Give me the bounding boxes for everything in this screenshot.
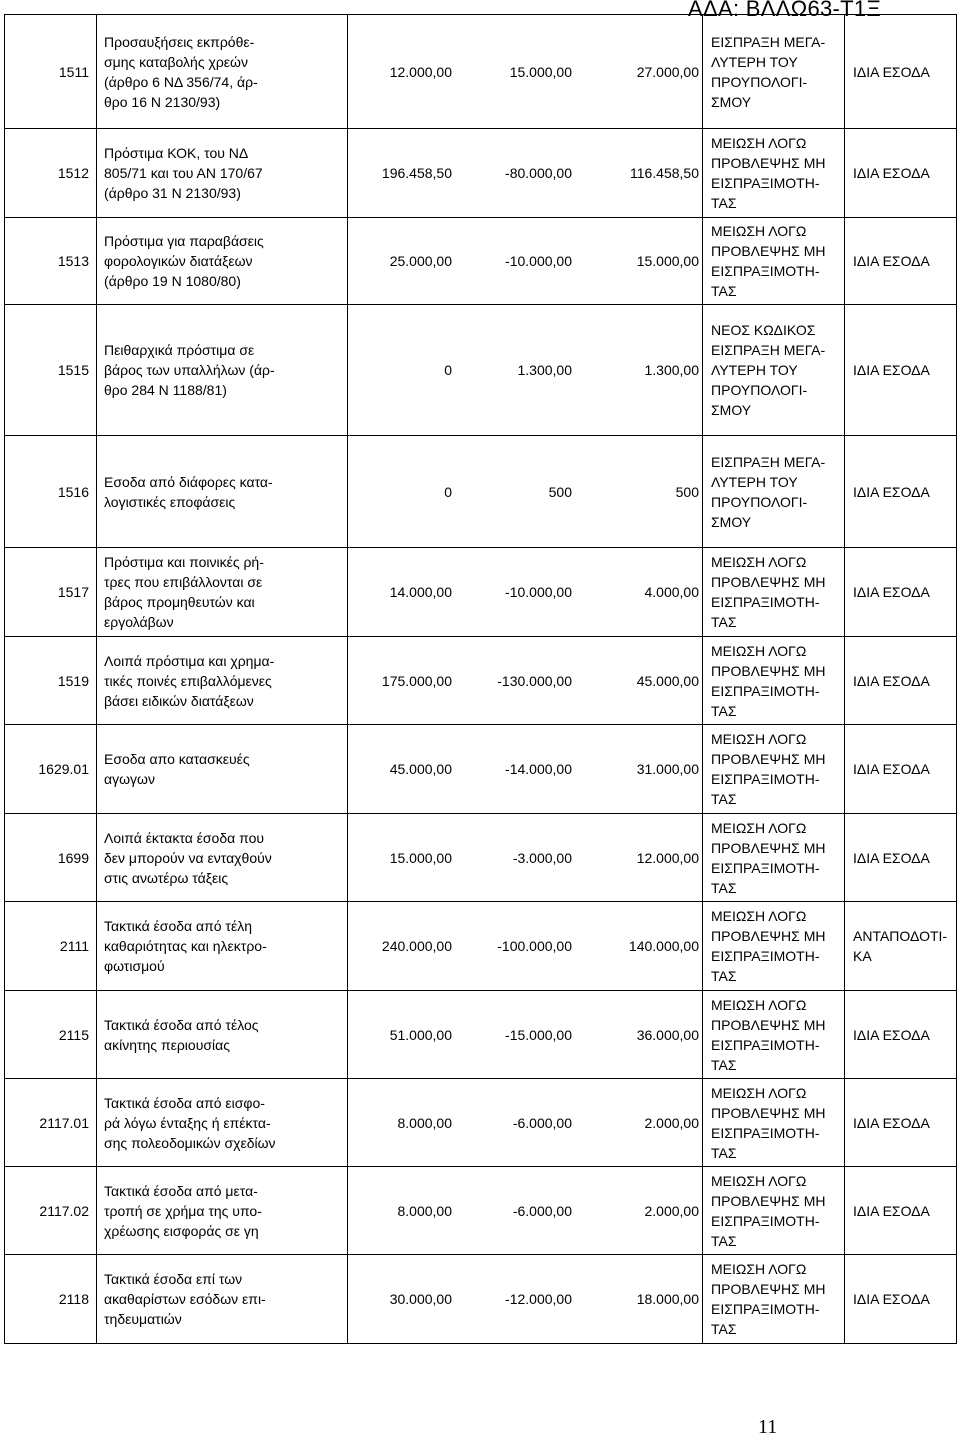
change-amount: -130.000,00: [497, 672, 572, 689]
table-row: [5, 436, 957, 548]
code-cell: 1511: [5, 15, 97, 129]
amounts-group: [348, 582, 702, 602]
amounts-group: [348, 1025, 702, 1045]
initial-amount: 51.000,00: [389, 1026, 452, 1043]
code-cell: 2118: [5, 1255, 97, 1344]
category-cell: ΙΔΙΑ ΕΣΟΔΑ: [845, 15, 957, 129]
amounts-group: [348, 848, 702, 868]
reason-cell: ΜΕΙΩΣΗ ΛΟΓΩ ΠΡΟΒΛΕΨΗΣ ΜΗ ΕΙΣΠΡΑΞΙΜΟΤΗ- ΤΑΣ: [703, 814, 845, 902]
table-row: [5, 15, 957, 129]
initial-amount: 240.000,00: [381, 938, 452, 954]
amounts-group: [348, 163, 702, 183]
amounts-cell: [348, 725, 703, 814]
change-amount: 1.300,00: [517, 362, 572, 378]
initial-amount: 30.000,00: [389, 1291, 452, 1307]
description-cell: Λοιπά έκτακτα έσοδα που δεν μπορούν να ενταχθούν στις ανωτέρω τάξεις: [97, 814, 348, 902]
reason-cell: ΝΕΟΣ ΚΩΔΙΚΟΣ ΕΙΣΠΡΑΞΗ ΜΕΓΑ- ΛΥΤΕΡΗ ΤΟΥ ΠΡΟΥΠΟΛΟΓΙ- ΣΜΟΥ: [703, 305, 845, 436]
reason-cell: ΜΕΙΩΣΗ ΛΟΓΩ ΠΡΟΒΛΕΨΗΣ ΜΗ ΕΙΣΠΡΑΞΙΜΟΤΗ- ΤΑΣ: [703, 129, 845, 218]
change-amount: -3.000,00: [512, 849, 572, 866]
category-cell: ΑΝΤΑΠΟΔΟΤΙ- ΚΑ: [845, 902, 957, 991]
category-cell: ΙΔΙΑ ΕΣΟΔΑ: [845, 725, 957, 814]
final-amount: 1.300,00: [644, 362, 699, 378]
reason-cell: ΜΕΙΩΣΗ ΛΟΓΩ ΠΡΟΒΛΕΨΗΣ ΜΗ ΕΙΣΠΡΑΞΙΜΟΤΗ- ΤΑΣ: [703, 1079, 845, 1167]
initial-amount: 0: [444, 483, 452, 500]
change-amount: -12.000,00: [505, 1291, 572, 1307]
table-row: [5, 305, 957, 436]
amounts-group: [348, 1201, 702, 1221]
initial-amount: 14.000,00: [389, 584, 452, 600]
code-cell: 2117.01: [5, 1079, 97, 1167]
description-cell: Τακτικά έσοδα από εισφο- ρά λόγω ένταξης ή επέκτα- σης πολεοδομικών σχεδίων: [97, 1079, 348, 1167]
code-cell: 2115: [5, 991, 97, 1079]
initial-amount: 12.000,00: [389, 63, 452, 80]
amounts-cell: [348, 991, 703, 1079]
category-cell: ΙΔΙΑ ΕΣΟΔΑ: [845, 637, 957, 725]
amounts-cell: [348, 1079, 703, 1167]
table-row: [5, 548, 957, 637]
amounts-group: [348, 671, 702, 691]
final-amount: 2.000,00: [644, 1202, 699, 1219]
change-amount: 15.000,00: [509, 63, 572, 80]
code-cell: 2117.02: [5, 1167, 97, 1255]
amounts-cell: [348, 305, 703, 436]
reason-cell: ΜΕΙΩΣΗ ΛΟΓΩ ΠΡΟΒΛΕΨΗΣ ΜΗ ΕΙΣΠΡΑΞΙΜΟΤΗ- ΤΑΣ: [703, 902, 845, 991]
final-amount: 15.000,00: [636, 253, 699, 269]
amounts-cell: [348, 1255, 703, 1344]
amounts-group: [348, 482, 702, 502]
category-cell: ΙΔΙΑ ΕΣΟΔΑ: [845, 1167, 957, 1255]
initial-amount: 8.000,00: [397, 1114, 452, 1131]
code-cell: 1629.01: [5, 725, 97, 814]
reason-cell: ΜΕΙΩΣΗ ΛΟΓΩ ΠΡΟΒΛΕΨΗΣ ΜΗ ΕΙΣΠΡΑΞΙΜΟΤΗ- ΤΑΣ: [703, 548, 845, 637]
category-cell: ΙΔΙΑ ΕΣΟΔΑ: [845, 436, 957, 548]
change-amount: -10.000,00: [505, 253, 572, 269]
change-amount: -80.000,00: [505, 165, 572, 181]
change-amount: -14.000,00: [505, 761, 572, 777]
page-number: 11: [758, 1416, 778, 1438]
final-amount: 500: [675, 483, 699, 500]
final-amount: 4.000,00: [644, 584, 699, 600]
description-cell: Τακτικά έσοδα επί των ακαθαρίστων εσόδων επι- τηδευματιών: [97, 1255, 348, 1344]
initial-amount: 8.000,00: [397, 1202, 452, 1219]
table-row: [5, 1079, 957, 1167]
amounts-group: [348, 936, 702, 956]
code-cell: 1515: [5, 305, 97, 436]
change-amount: -6.000,00: [512, 1202, 572, 1219]
table-row: [5, 1255, 957, 1344]
budget-revenue-table: [4, 14, 957, 1344]
amounts-cell: [348, 637, 703, 725]
table-row: [5, 218, 957, 305]
code-cell: 1517: [5, 548, 97, 637]
reason-cell: ΜΕΙΩΣΗ ΛΟΓΩ ΠΡΟΒΛΕΨΗΣ ΜΗ ΕΙΣΠΡΑΞΙΜΟΤΗ- ΤΑΣ: [703, 218, 845, 305]
description-cell: Προσαυξήσεις εκπρόθε- σμης καταβολής χρεών (άρθρο 6 ΝΔ 356/74, άρ- θρο 16 Ν 2130/93): [97, 15, 348, 129]
amounts-group: [348, 1113, 702, 1133]
reason-cell: ΜΕΙΩΣΗ ΛΟΓΩ ΠΡΟΒΛΕΨΗΣ ΜΗ ΕΙΣΠΡΑΞΙΜΟΤΗ- ΤΑΣ: [703, 1255, 845, 1344]
final-amount: 2.000,00: [644, 1114, 699, 1131]
reason-cell: ΜΕΙΩΣΗ ΛΟΓΩ ΠΡΟΒΛΕΨΗΣ ΜΗ ΕΙΣΠΡΑΞΙΜΟΤΗ- ΤΑΣ: [703, 991, 845, 1079]
initial-amount: 45.000,00: [389, 761, 452, 777]
reason-cell: ΕΙΣΠΡΑΞΗ ΜΕΓΑ- ΛΥΤΕΡΗ ΤΟΥ ΠΡΟΥΠΟΛΟΓΙ- ΣΜΟΥ: [703, 436, 845, 548]
description-cell: Τακτικά έσοδα από τέλη καθαριότητας και ηλεκτρο- φωτισμού: [97, 902, 348, 991]
amounts-cell: [348, 1167, 703, 1255]
change-amount: -10.000,00: [505, 584, 572, 600]
final-amount: 116.458,50: [629, 165, 699, 181]
ada-header: ΑΔΑ: ΒΛΛΩ63-Τ1Ξ: [688, 0, 882, 21]
change-amount: -6.000,00: [512, 1114, 572, 1131]
description-cell: Τακτικά έσοδα από τέλος ακίνητης περιουσίας: [97, 991, 348, 1079]
initial-amount: 15.000,00: [389, 849, 452, 866]
final-amount: 31.000,00: [636, 761, 699, 777]
category-cell: ΙΔΙΑ ΕΣΟΔΑ: [845, 129, 957, 218]
amounts-cell: [348, 902, 703, 991]
amounts-cell: [348, 548, 703, 637]
description-cell: Πρόστιμα ΚΟΚ, του ΝΔ 805/71 και του ΑΝ 170/67 (άρθρο 31 Ν 2130/93): [97, 129, 348, 218]
change-amount: 500: [548, 483, 572, 500]
code-cell: 1516: [5, 436, 97, 548]
category-cell: ΙΔΙΑ ΕΣΟΔΑ: [845, 305, 957, 436]
description-cell: Πειθαρχικά πρόστιμα σε βάρος των υπαλλήλων (άρ- θρο 284 Ν 1188/81): [97, 305, 348, 436]
description-cell: Λοιπά πρόστιμα και χρημα- τικές ποινές επιβαλλόμενες βάσει ειδικών διατάξεων: [97, 637, 348, 725]
table-row: [5, 637, 957, 725]
table-row: [5, 814, 957, 902]
reason-cell: ΜΕΙΩΣΗ ΛΟΓΩ ΠΡΟΒΛΕΨΗΣ ΜΗ ΕΙΣΠΡΑΞΙΜΟΤΗ- ΤΑΣ: [703, 1167, 845, 1255]
table-row: [5, 991, 957, 1079]
initial-amount: 175.000,00: [381, 672, 452, 689]
final-amount: 45.000,00: [636, 672, 699, 689]
final-amount: 12.000,00: [636, 849, 699, 866]
amounts-cell: [348, 814, 703, 902]
category-cell: ΙΔΙΑ ΕΣΟΔΑ: [845, 1079, 957, 1167]
table-row: [5, 725, 957, 814]
final-amount: 27.000,00: [636, 63, 699, 80]
description-cell: Τακτικά έσοδα από μετα- τροπή σε χρήμα της υπο- χρέωσης εισφοράς σε γη: [97, 1167, 348, 1255]
category-cell: ΙΔΙΑ ΕΣΟΔΑ: [845, 1255, 957, 1344]
code-cell: 1512: [5, 129, 97, 218]
category-cell: ΙΔΙΑ ΕΣΟΔΑ: [845, 548, 957, 637]
code-cell: 1519: [5, 637, 97, 725]
final-amount: 140.000,00: [628, 938, 699, 954]
amounts-cell: [348, 436, 703, 548]
amounts-cell: [348, 15, 703, 129]
amounts-cell: [348, 218, 703, 305]
description-cell: Πρόστιμα για παραβάσεις φορολογικών διατάξεων (άρθρο 19 Ν 1080/80): [97, 218, 348, 305]
amounts-group: [348, 62, 702, 82]
description-cell: Εσοδα απο κατασκευές αγωγων: [97, 725, 348, 814]
amounts-group: [348, 251, 702, 271]
amounts-cell: [348, 129, 703, 218]
category-cell: ΙΔΙΑ ΕΣΟΔΑ: [845, 218, 957, 305]
amounts-group: [348, 759, 702, 779]
amounts-group: [348, 360, 702, 380]
category-cell: ΙΔΙΑ ΕΣΟΔΑ: [845, 814, 957, 902]
description-cell: Πρόστιμα και ποινικές ρή- τρες που επιβάλλονται σε βάρος προμηθευτών και εργολάβων: [97, 548, 348, 637]
code-cell: 1513: [5, 218, 97, 305]
change-amount: -15.000,00: [505, 1026, 572, 1043]
code-cell: 1699: [5, 814, 97, 902]
reason-cell: ΜΕΙΩΣΗ ΛΟΓΩ ΠΡΟΒΛΕΨΗΣ ΜΗ ΕΙΣΠΡΑΞΙΜΟΤΗ- ΤΑΣ: [703, 637, 845, 725]
final-amount: 36.000,00: [636, 1026, 699, 1043]
initial-amount: 196.458,50: [381, 165, 452, 181]
description-cell: Εσοδα από διάφορες κατα- λογιστικές εποφάσεις: [97, 436, 348, 548]
table-row: [5, 129, 957, 218]
table-row: [5, 1167, 957, 1255]
table-body: [5, 15, 957, 1344]
change-amount: -100.000,00: [497, 938, 572, 954]
code-cell: 2111: [5, 902, 97, 991]
reason-cell: ΕΙΣΠΡΑΞΗ ΜΕΓΑ- ΛΥΤΕΡΗ ΤΟΥ ΠΡΟΥΠΟΛΟΓΙ- ΣΜΟΥ: [703, 15, 845, 129]
initial-amount: 0: [444, 362, 452, 378]
category-cell: ΙΔΙΑ ΕΣΟΔΑ: [845, 991, 957, 1079]
initial-amount: 25.000,00: [389, 253, 452, 269]
final-amount: 18.000,00: [636, 1291, 699, 1307]
reason-cell: ΜΕΙΩΣΗ ΛΟΓΩ ΠΡΟΒΛΕΨΗΣ ΜΗ ΕΙΣΠΡΑΞΙΜΟΤΗ- ΤΑΣ: [703, 725, 845, 814]
amounts-group: [348, 1289, 702, 1309]
table-row: [5, 902, 957, 991]
